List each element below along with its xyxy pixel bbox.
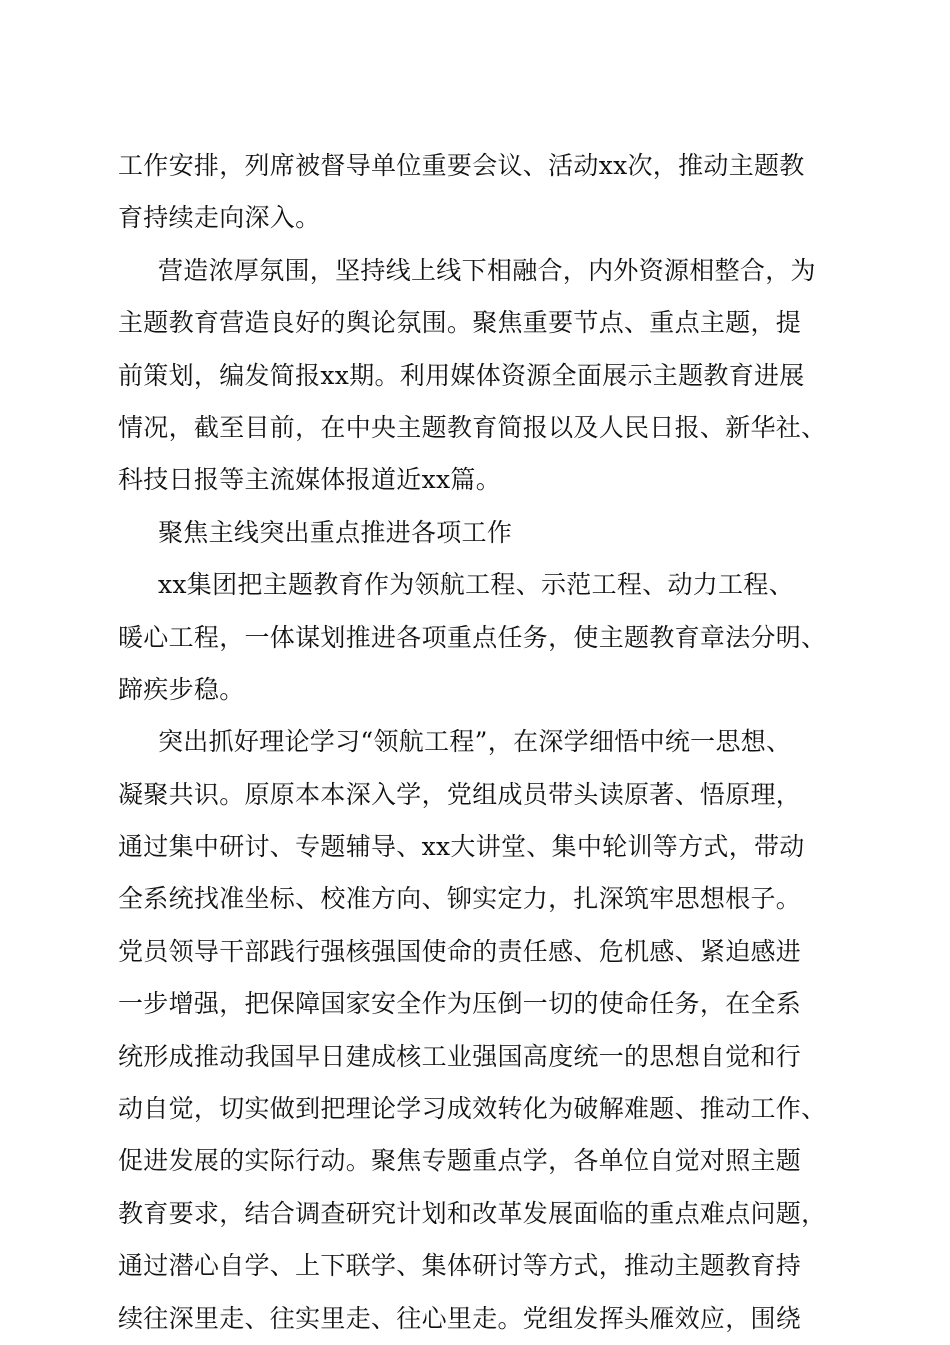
text-line: 动自觉，切实做到把理论学习成效转化为破解难题、推动工作、 (118, 1094, 827, 1124)
text-line: 促进发展的实际行动。聚焦专题重点学，各单位自觉对照主题 (118, 1146, 802, 1176)
text-line: 统形成推动我国早日建成核工业强国高度统一的思想自觉和行 (118, 1041, 802, 1071)
text-line: 通过潜心自学、上下联学、集体研讨等方式，推动主题教育持 (118, 1251, 802, 1281)
text-line: 暖心工程，一体谋划推进各项重点任务，使主题教育章法分明、 (118, 622, 827, 652)
text-line: 全系统找准坐标、校准方向、铆实定力，扎深筑牢思想根子。 (118, 884, 802, 914)
text-line: 科技日报等主流媒体报道近xx篇。 (118, 465, 501, 495)
text-line: 党员领导干部践行强核强国使命的责任感、危机感、紧迫感进 (118, 936, 802, 966)
text-line: 教育要求，结合调查研究计划和改革发展面临的重点难点问题， (118, 1198, 827, 1228)
text-line: 情况，截至目前，在中央主题教育简报以及人民日报、新华社、 (118, 412, 827, 442)
text-line: 蹄疾步稳。 (118, 674, 245, 704)
section-heading: 聚焦主线突出重点推进各项工作 (158, 517, 513, 547)
document-page (118, 140, 838, 1345)
text-line: 工作安排，列席被督导单位重要会议、活动xx次，推动主题教 (118, 151, 805, 180)
text-line: 通过集中研讨、专题辅导、xx大讲堂、集中轮训等方式，带动 (118, 832, 805, 862)
text-line: 凝聚共识。原原本本深入学，党组成员带头读原著、悟原理， (118, 779, 802, 809)
text-line: 前策划，编发简报xx期。利用媒体资源全面展示主题教育进展 (118, 360, 805, 390)
text-line: 育持续走向深入。 (118, 203, 321, 233)
text-line: 营造浓厚氛围，坚持线上线下相融合，内外资源相整合，为 (158, 255, 816, 285)
text-line: 突出抓好理论学习“领航工程”，在深学细悟中统一思想、 (158, 727, 792, 757)
text-line: 续往深里走、往实里走、往心里走。党组发挥头雁效应，围绕 (118, 1303, 802, 1333)
text-line: xx集团把主题教育作为领航工程、示范工程、动力工程、 (158, 570, 795, 600)
text-line: 主题教育营造良好的舆论氛围。聚焦重要节点、重点主题，提 (118, 308, 802, 338)
text-line: 一步增强，把保障国家安全作为压倒一切的使命任务，在全系 (118, 989, 802, 1019)
